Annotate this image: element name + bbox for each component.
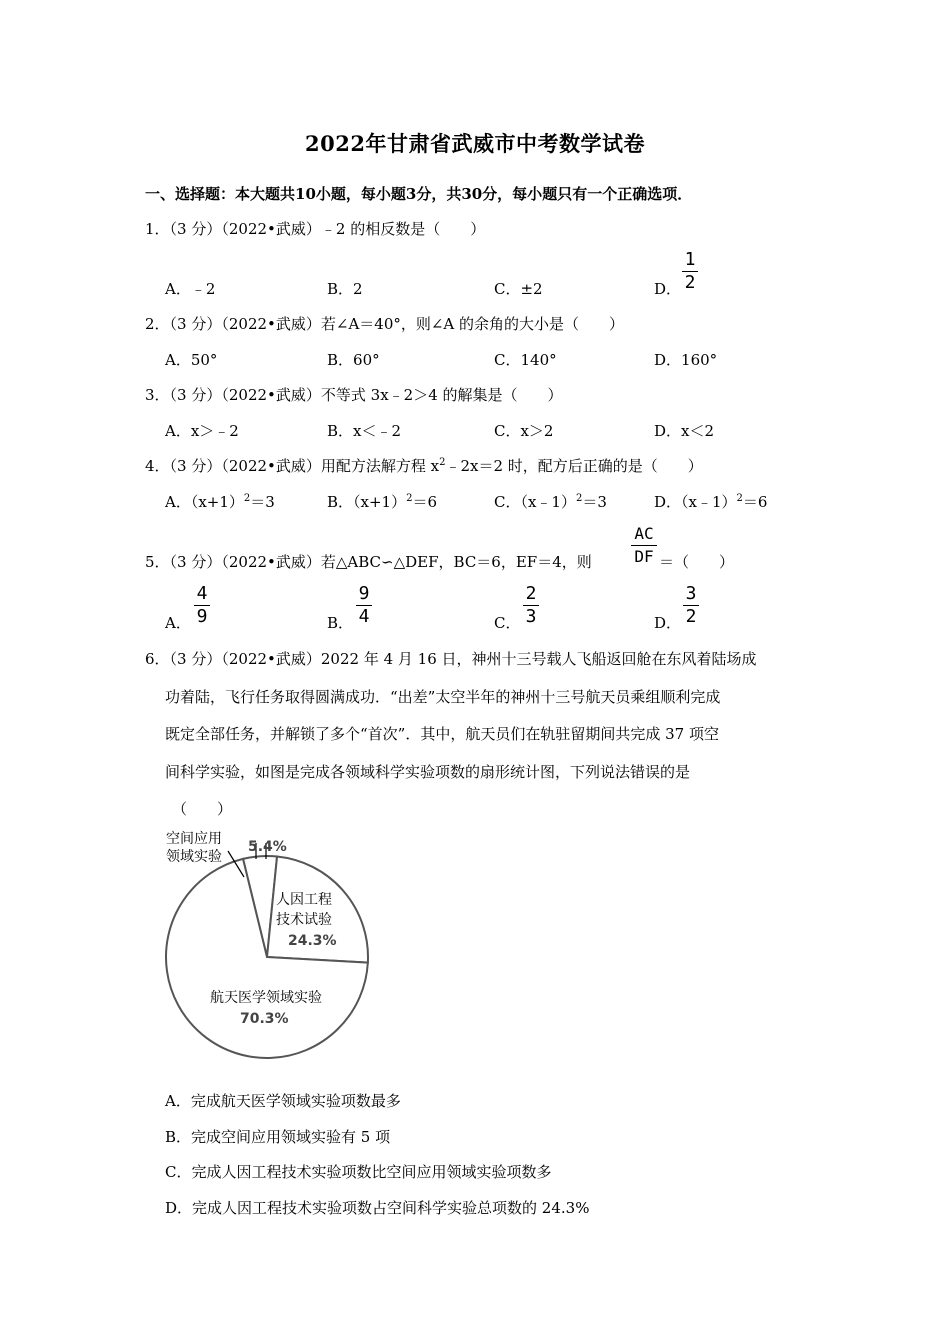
q5-stem-tail: ＝（ ）: [659, 553, 735, 571]
q5-a-fraction: [194, 584, 210, 627]
q3-option-b: B．x＜﹣2: [327, 422, 402, 440]
fraction-denominator: 2: [684, 272, 696, 293]
q4-b-post: ＝6: [412, 493, 438, 511]
q4-stem: [145, 455, 703, 476]
slice-label-space-app-1: 空间应用: [166, 831, 222, 847]
q4-a-sup: 2: [243, 493, 251, 504]
page-title: 2022年甘肃省武威市中考数学试卷: [305, 131, 645, 156]
pie-chart: [160, 825, 420, 1070]
fraction-denominator: DF: [634, 547, 654, 566]
q6-option-b: B．完成空间应用领域实验有 5 项: [165, 1128, 391, 1146]
q5-option-b: B．: [327, 614, 354, 632]
fraction-numerator: AC: [634, 524, 654, 543]
pie-slices: [166, 856, 368, 1058]
q3-option-a: A．x＞﹣2: [165, 422, 239, 440]
q4-stem-sup: 2: [439, 457, 446, 468]
fraction-numerator: 1: [684, 249, 696, 270]
q5-d-fraction: [683, 584, 699, 627]
q4-option-b: [327, 491, 437, 512]
q2-option-a: A．50°: [165, 351, 218, 369]
q3-stem: 3．（3 分）（2022•武威）不等式 3x﹣2＞4 的解集是（ ）: [145, 386, 563, 404]
q6-line-4: 间科学实验，如图是完成各领域科学实验项数的扇形统计图，下列说法错误的是: [165, 763, 691, 781]
slice-label-human-factors-2: 技术试验: [276, 912, 332, 928]
q1-option-c: C．±2: [494, 280, 543, 298]
q5-option-d: D．: [654, 614, 682, 632]
q3-option-d: D．x＜2: [654, 422, 715, 440]
fraction-denominator: 2: [685, 606, 697, 627]
slice-label-medicine: 航天医学领域实验: [210, 990, 322, 1006]
slice-label-human-factors-1: 人因工程: [276, 892, 332, 908]
slice-pct-human-factors: 24.3%: [288, 933, 337, 949]
q5-stem: 5．（3 分）（2022•武威）若△ABC∽△DEF，BC＝6，EF＝4，则: [145, 553, 592, 571]
q5-option-c: C．: [494, 614, 521, 632]
slice-pct-space-app: 5.4%: [248, 839, 287, 855]
q4-c-post: ＝3: [582, 493, 607, 511]
q6-option-a: A．完成航天医学领域实验项数最多: [165, 1092, 401, 1110]
q4-stem-pre: 4．（3 分）（2022•武威）用配方法解方程 x: [145, 457, 440, 475]
q3-option-c: C．x＞2: [494, 422, 554, 440]
q4-option-c: [494, 491, 607, 512]
q4-b-sup: 2: [406, 493, 413, 504]
q4-c-sup: 2: [575, 493, 583, 504]
q4-c-text: C．（x﹣1）: [494, 493, 576, 511]
q4-a-post: ＝3: [250, 493, 275, 511]
q2-stem: 2．（3 分）（2022•武威）若∠A＝40°，则∠A 的余角的大小是（ ）: [145, 315, 625, 333]
q4-b-text: B．（x+1）: [327, 493, 407, 511]
q6-line-1: 6．（3 分）（2022•武威）2022 年 4 月 16 日，神州十三号载人飞船返回舱在东风着陆场成: [145, 650, 757, 668]
q6-option-c: C．完成人因工程技术实验项数比空间应用领域实验项数多: [165, 1163, 552, 1181]
q6-line-3: 既定全部任务，并解锁了多个“首次”．其中，航天员们在轨驻留期间共完成 37 项空: [165, 725, 719, 743]
q1-option-a: A．﹣2: [165, 280, 216, 298]
q4-option-a: [165, 491, 275, 512]
slice-pct-medicine: 70.3%: [240, 1011, 289, 1027]
fraction-numerator: 9: [358, 583, 370, 604]
q4-d-post: ＝6: [742, 493, 768, 511]
q4-d-text: D．（x﹣1）: [654, 493, 737, 511]
q6-line-5: （ ）: [172, 800, 233, 818]
q5-stem-fraction: [631, 524, 657, 567]
section-heading: 一、选择题：本大题共10小题，每小题3分，共30分，每小题只有一个正确选项．: [145, 185, 693, 203]
q2-option-d: D．160°: [654, 351, 718, 369]
q1-option-b: B．2: [327, 280, 363, 298]
q5-option-a: A．: [165, 614, 191, 632]
q4-d-sup: 2: [736, 493, 743, 504]
q4-option-d: [654, 491, 767, 512]
q4-stem-post: ﹣2x＝2 时，配方后正确的是（ ）: [445, 457, 703, 475]
fraction-denominator: 3: [525, 606, 537, 627]
q1-stem: 1．（3 分）（2022•武威）﹣2 的相反数是（ ）: [145, 220, 486, 238]
q6-line-2: 功着陆，飞行任务取得圆满成功．“出差”太空半年的神州十三号航天员乘组顺利完成: [165, 688, 721, 706]
fraction-denominator: 4: [358, 606, 370, 627]
q6-option-d: D．完成人因工程技术实验项数占空间科学实验总项数的 24.3%: [165, 1199, 590, 1217]
q2-option-c: C．140°: [494, 351, 557, 369]
fraction-numerator: 3: [685, 583, 697, 604]
fraction-numerator: 4: [196, 583, 208, 604]
fraction-bar: [631, 545, 657, 546]
slice-label-space-app-2: 领域实验: [166, 849, 222, 865]
q1-d-fraction: [682, 250, 698, 293]
q5-c-fraction: [523, 584, 539, 627]
fraction-numerator: 2: [525, 583, 537, 604]
q1-option-d: D．: [654, 280, 682, 298]
q5-b-fraction: [356, 584, 372, 627]
fraction-denominator: 9: [196, 606, 208, 627]
q4-a-text: A．（x+1）: [165, 493, 244, 511]
q2-option-b: B．60°: [327, 351, 380, 369]
